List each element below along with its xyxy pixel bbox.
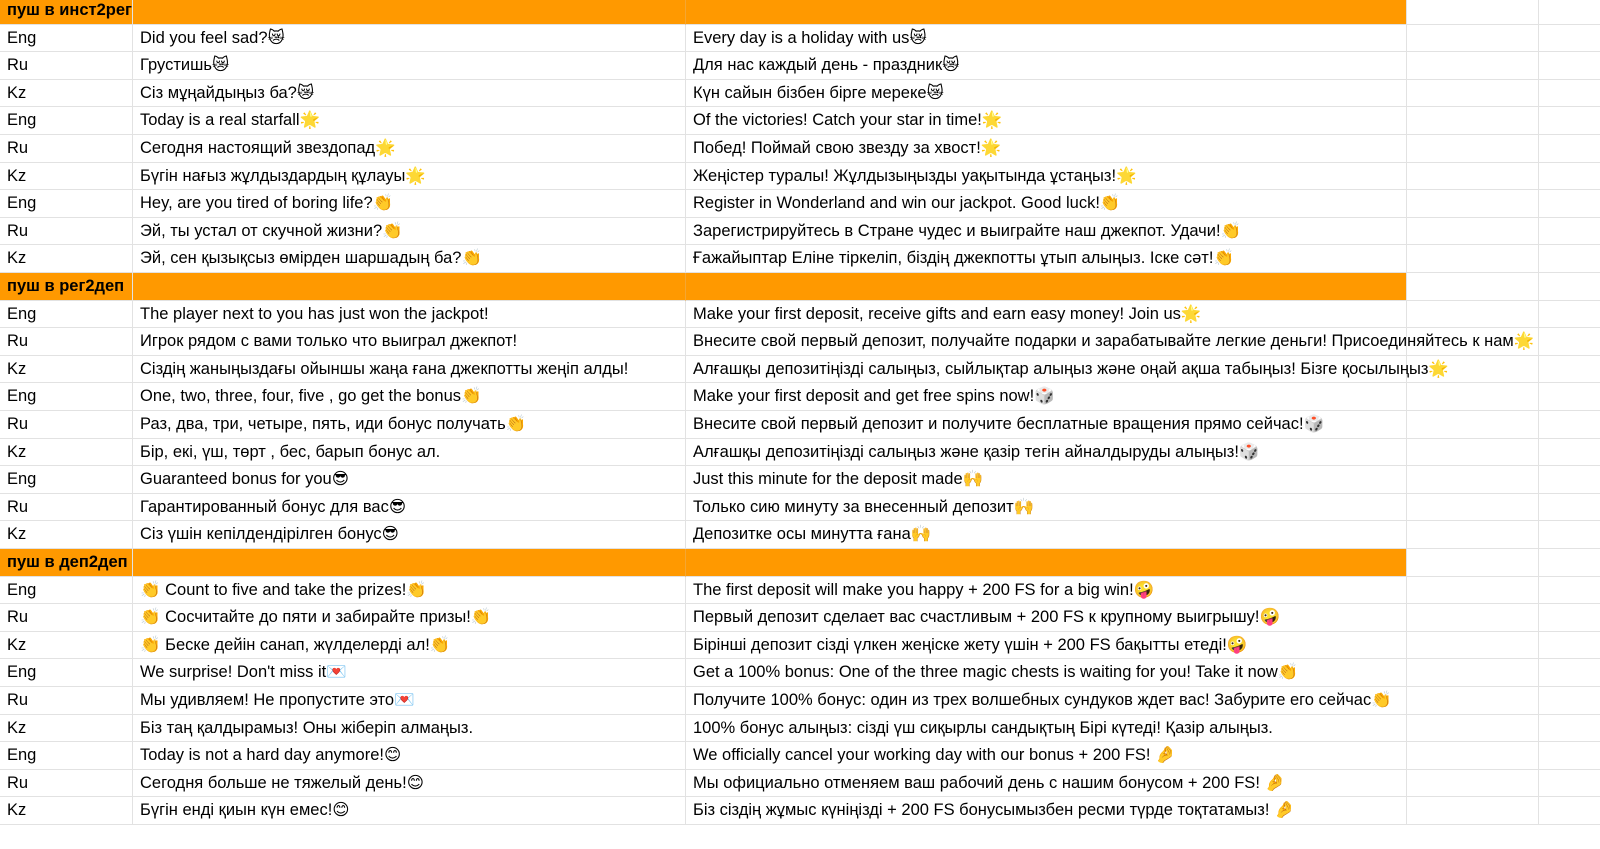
language-cell[interactable]: Kz	[0, 245, 133, 273]
second-push-text-cell[interactable]: 100% бонус алыңыз: сізді үш сиқырлы сандықтың Бірі күтеді! Қазір алыңыз.	[686, 715, 1407, 743]
first-push-text-cell[interactable]: Бүгін нағыз жұлдыздардың құлауы🌟	[133, 163, 686, 191]
empty-cell[interactable]	[1539, 25, 1600, 53]
section-title: пуш в рег2деп	[7, 277, 125, 295]
empty-cell[interactable]	[1407, 135, 1539, 163]
language-cell[interactable]: Eng	[0, 577, 133, 605]
second-push-text-cell[interactable]: Бірінші депозит сізді үлкен жеңіске жету үшін + 200 FS бақытты етеді!🤪	[686, 632, 1407, 660]
first-push-text-cell[interactable]: The player next to you has just won the jackpot!	[133, 301, 686, 329]
empty-cell[interactable]	[686, 549, 1407, 577]
empty-cell[interactable]	[1407, 52, 1539, 80]
table-row	[0, 770, 1600, 798]
second-push-text-cell[interactable]: Ғажайыптар Еліне тіркеліп, біздің джекпотты ұтып алыңыз. Іске сәт!👏	[686, 245, 1407, 273]
second-push-text-cell[interactable]: Make your first deposit and get free spins now!🎲	[686, 383, 1407, 411]
table-row	[0, 439, 1600, 467]
section-header-row	[0, 549, 1600, 577]
second-push-text-cell[interactable]: Just this minute for the deposit made🙌	[686, 466, 1407, 494]
first-push-text-cell[interactable]: Грустишь😿	[133, 52, 686, 80]
second-push-text-cell[interactable]: Зарегистрируйтесь в Стране чудес и выиграйте наш джекпот. Удачи!👏	[686, 218, 1407, 246]
empty-cell[interactable]	[1407, 549, 1539, 577]
language-cell[interactable]: Kz	[0, 715, 133, 743]
table-row	[0, 52, 1600, 80]
language-cell[interactable]: Eng	[0, 659, 133, 687]
first-push-text-cell[interactable]: 👏 Count to five and take the prizes!👏	[133, 577, 686, 605]
empty-cell[interactable]	[1407, 190, 1539, 218]
table-row	[0, 494, 1600, 522]
empty-cell[interactable]	[1407, 383, 1539, 411]
empty-cell[interactable]	[1539, 135, 1600, 163]
first-push-text-cell[interactable]: Раз, два, три, четыре, пять, иди бонус получать👏	[133, 411, 686, 439]
section-title-cell[interactable]	[0, 273, 133, 301]
table-row	[0, 107, 1600, 135]
second-push-text-cell[interactable]: We officially cancel your working day with our bonus + 200 FS! 🤌	[686, 742, 1407, 770]
table-row	[0, 301, 1600, 329]
empty-cell[interactable]	[133, 0, 686, 25]
empty-cell[interactable]	[1539, 521, 1600, 549]
empty-cell[interactable]	[1407, 521, 1539, 549]
empty-cell[interactable]	[1407, 25, 1539, 53]
empty-cell[interactable]	[1407, 687, 1539, 715]
table-row	[0, 659, 1600, 687]
first-push-text-cell[interactable]: Мы удивляем! Не пропустите это💌	[133, 687, 686, 715]
table-row	[0, 632, 1600, 660]
table-row	[0, 411, 1600, 439]
section-title: пуш в деп2деп	[7, 553, 128, 571]
second-push-text-cell[interactable]: Получите 100% бонус: один из трех волшебных сундуков ждет вас! Забурите его сейчас👏	[686, 687, 1407, 715]
section-title-cell[interactable]	[0, 0, 133, 25]
empty-cell[interactable]	[1407, 411, 1539, 439]
section-header-row	[0, 273, 1600, 301]
empty-cell[interactable]	[1539, 577, 1600, 605]
language-cell[interactable]: Ru	[0, 328, 133, 356]
second-push-text-cell[interactable]: Внесите свой первый депозит и получите бесплатные вращения прямо сейчас!🎲	[686, 411, 1407, 439]
table-row	[0, 218, 1600, 246]
language-cell[interactable]: Kz	[0, 80, 133, 108]
empty-cell[interactable]	[1539, 107, 1600, 135]
table-row	[0, 80, 1600, 108]
empty-cell[interactable]	[1539, 659, 1600, 687]
empty-cell[interactable]	[1539, 190, 1600, 218]
first-push-text-cell[interactable]: 👏 Сосчитайте до пяти и забирайте призы!👏	[133, 604, 686, 632]
empty-cell[interactable]	[1539, 797, 1600, 825]
empty-cell[interactable]	[1539, 604, 1600, 632]
language-cell[interactable]: Eng	[0, 25, 133, 53]
empty-cell[interactable]	[1407, 604, 1539, 632]
empty-cell[interactable]	[1407, 80, 1539, 108]
empty-cell[interactable]	[686, 0, 1407, 25]
empty-cell[interactable]	[1407, 163, 1539, 191]
language-cell[interactable]: Ru	[0, 135, 133, 163]
first-push-text-cell[interactable]: Сегодня больше не тяжелый день!😊	[133, 770, 686, 798]
empty-cell[interactable]	[1539, 218, 1600, 246]
empty-cell[interactable]	[1407, 770, 1539, 798]
table-row	[0, 163, 1600, 191]
empty-cell[interactable]	[1407, 466, 1539, 494]
language-cell[interactable]: Ru	[0, 411, 133, 439]
language-cell[interactable]: Eng	[0, 466, 133, 494]
first-push-text-cell[interactable]: We surprise! Don't miss it💌	[133, 659, 686, 687]
second-push-text-cell[interactable]: Of the victories! Catch your star in time!🌟	[686, 107, 1407, 135]
table-row	[0, 577, 1600, 605]
language-cell[interactable]: Ru	[0, 770, 133, 798]
second-push-text-cell[interactable]: Побед! Поймай свою звезду за хвост!🌟	[686, 135, 1407, 163]
second-push-text-cell[interactable]: Только сию минуту за внесенный депозит🙌	[686, 494, 1407, 522]
first-push-text-cell[interactable]: 👏 Беске дейін санап, жүлделерді ал!👏	[133, 632, 686, 660]
empty-cell[interactable]	[133, 273, 686, 301]
empty-cell[interactable]	[1539, 770, 1600, 798]
empty-cell[interactable]	[1407, 632, 1539, 660]
first-push-text-cell[interactable]: Today is a real starfall🌟	[133, 107, 686, 135]
empty-cell[interactable]	[1539, 494, 1600, 522]
language-cell[interactable]: Eng	[0, 190, 133, 218]
empty-cell[interactable]	[1407, 273, 1539, 301]
empty-cell[interactable]	[1539, 163, 1600, 191]
empty-cell[interactable]	[1407, 659, 1539, 687]
empty-cell[interactable]	[1407, 245, 1539, 273]
empty-cell[interactable]	[1539, 383, 1600, 411]
table-row	[0, 521, 1600, 549]
language-cell[interactable]: Ru	[0, 494, 133, 522]
empty-cell[interactable]	[1407, 797, 1539, 825]
first-push-text-cell[interactable]: Сегодня настоящий звездопад🌟	[133, 135, 686, 163]
second-push-text-cell[interactable]: The first deposit will make you happy + 200 FS for a big win!🤪	[686, 577, 1407, 605]
first-push-text-cell[interactable]: Гарантированный бонус для вас😎	[133, 494, 686, 522]
second-push-text-cell[interactable]: Депозитке осы минутта ғана🙌	[686, 521, 1407, 549]
empty-cell[interactable]	[1539, 466, 1600, 494]
first-push-text-cell[interactable]: Біз таң қалдырамыз! Оны жіберіп алмаңыз.	[133, 715, 686, 743]
second-push-text-cell[interactable]: Register in Wonderland and win our jackpot. Good luck!👏	[686, 190, 1407, 218]
table-row	[0, 25, 1600, 53]
empty-cell[interactable]	[1407, 0, 1539, 25]
table-row	[0, 383, 1600, 411]
section-header-row	[0, 0, 1600, 25]
first-push-text-cell[interactable]: Today is not a hard day anymore!😊	[133, 742, 686, 770]
language-cell[interactable]: Eng	[0, 383, 133, 411]
table-row	[0, 797, 1600, 825]
language-cell[interactable]: Eng	[0, 301, 133, 329]
table-row	[0, 742, 1600, 770]
language-cell[interactable]: Ru	[0, 687, 133, 715]
empty-cell[interactable]	[1539, 245, 1600, 273]
language-cell[interactable]: Kz	[0, 797, 133, 825]
first-push-text-cell[interactable]: Did you feel sad?😿	[133, 25, 686, 53]
table-row	[0, 245, 1600, 273]
language-cell[interactable]: Eng	[0, 742, 133, 770]
first-push-text-cell[interactable]: Эй, сен қызықсыз өмірден шаршадың ба?👏	[133, 245, 686, 273]
table-row	[0, 135, 1600, 163]
empty-cell[interactable]	[1539, 80, 1600, 108]
second-push-text-cell[interactable]: Every day is a holiday with us😿	[686, 25, 1407, 53]
empty-cell[interactable]	[1539, 687, 1600, 715]
language-cell[interactable]: Kz	[0, 163, 133, 191]
empty-cell[interactable]	[1539, 273, 1600, 301]
language-cell[interactable]: Ru	[0, 218, 133, 246]
empty-cell[interactable]	[1539, 632, 1600, 660]
empty-cell[interactable]	[1407, 439, 1539, 467]
first-push-text-cell[interactable]: Игрок рядом с вами только что выиграл джекпот!	[133, 328, 686, 356]
language-cell[interactable]: Kz	[0, 439, 133, 467]
empty-cell[interactable]	[133, 549, 686, 577]
empty-cell[interactable]	[1407, 715, 1539, 743]
second-push-text-cell[interactable]: Первый депозит сделает вас счастливым + 200 FS к крупному выигрышу!🤪	[686, 604, 1407, 632]
empty-cell[interactable]	[1407, 218, 1539, 246]
empty-cell[interactable]	[1539, 439, 1600, 467]
first-push-text-cell[interactable]: Hey, are you tired of boring life?👏	[133, 190, 686, 218]
language-cell[interactable]: Ru	[0, 604, 133, 632]
empty-cell[interactable]	[1539, 52, 1600, 80]
table-row	[0, 604, 1600, 632]
second-push-text-cell[interactable]: Для нас каждый день - праздник😿	[686, 52, 1407, 80]
second-push-text-cell[interactable]: Күн сайын бізбен бірге мереке😿	[686, 80, 1407, 108]
second-push-text-cell[interactable]: Get a 100% bonus: One of the three magic chests is waiting for you! Take it now👏	[686, 659, 1407, 687]
first-push-text-cell[interactable]: Сіз үшін кепілдендірілген бонус😎	[133, 521, 686, 549]
empty-cell[interactable]	[1407, 494, 1539, 522]
first-push-text-cell[interactable]: Сіз мұңайдыңыз ба?😿	[133, 80, 686, 108]
table-row	[0, 466, 1600, 494]
empty-cell[interactable]	[1407, 577, 1539, 605]
table-row	[0, 687, 1600, 715]
first-push-text-cell[interactable]: Сіздің жаныңыздағы ойыншы жаңа ғана джекпотты жеңіп алды!	[133, 356, 686, 384]
second-push-text-cell[interactable]: Make your first deposit, receive gifts and earn easy money! Join us🌟	[686, 301, 1407, 329]
second-push-text-cell[interactable]: Алғашқы депозитіңізді салыңыз, сыйлықтар алыңыз және оңай ақша табыңыз! Бізге қосылыңыз🌟	[686, 356, 1407, 384]
empty-cell[interactable]	[1539, 715, 1600, 743]
empty-cell[interactable]	[1407, 742, 1539, 770]
first-push-text-cell[interactable]: Guaranteed bonus for you😎	[133, 466, 686, 494]
language-cell[interactable]: Eng	[0, 107, 133, 135]
section-title-cell[interactable]	[0, 549, 133, 577]
first-push-text-cell[interactable]: Бүгін енді қиын күн емес!😊	[133, 797, 686, 825]
table-row	[0, 328, 1600, 356]
first-push-text-cell[interactable]: Бір, екі, үш, төрт , бес, барып бонус ал.	[133, 439, 686, 467]
empty-cell[interactable]	[1539, 301, 1600, 329]
language-cell[interactable]: Kz	[0, 632, 133, 660]
empty-cell[interactable]	[1539, 328, 1600, 356]
empty-cell[interactable]	[686, 273, 1407, 301]
second-push-text-cell[interactable]: Алғашқы депозитіңізді салыңыз және қазір тегін айналдыруды алыңыз!🎲	[686, 439, 1407, 467]
first-push-text-cell[interactable]: Эй, ты устал от скучной жизни?👏	[133, 218, 686, 246]
section-title: пуш в инст2рег	[7, 1, 132, 19]
language-cell[interactable]: Ru	[0, 52, 133, 80]
second-push-text-cell[interactable]: Жеңістер туралы! Жұлдызыңызды уақытында ұстаңыз!🌟	[686, 163, 1407, 191]
table-row	[0, 715, 1600, 743]
second-push-text-cell[interactable]: Внесите свой первый депозит, получайте подарки и зарабатывайте легкие деньги! Присоединяйтесь к нам🌟	[686, 328, 1407, 356]
empty-cell[interactable]	[1539, 411, 1600, 439]
empty-cell[interactable]	[1407, 107, 1539, 135]
empty-cell[interactable]	[1407, 301, 1539, 329]
empty-cell[interactable]	[1539, 549, 1600, 577]
second-push-text-cell[interactable]: Біз сіздің жұмыс күніңізді + 200 FS бонусымызбен ресми түрде тоқтатамыз! 🤌	[686, 797, 1407, 825]
language-cell[interactable]: Kz	[0, 356, 133, 384]
empty-cell[interactable]	[1539, 742, 1600, 770]
language-cell[interactable]: Kz	[0, 521, 133, 549]
table-row	[0, 190, 1600, 218]
empty-cell[interactable]	[1539, 356, 1600, 384]
second-push-text-cell[interactable]: Мы официально отменяем ваш рабочий день с нашим бонусом + 200 FS! 🤌	[686, 770, 1407, 798]
first-push-text-cell[interactable]: One, two, three, four, five , go get the bonus👏	[133, 383, 686, 411]
empty-cell[interactable]	[1539, 0, 1600, 25]
table-row	[0, 356, 1600, 384]
